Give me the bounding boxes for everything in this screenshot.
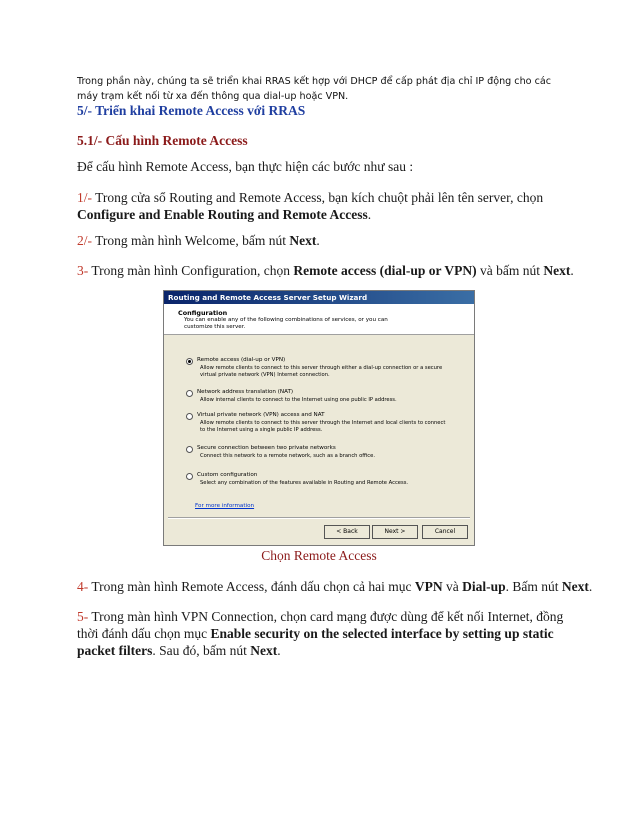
wizard-heading: Configuration — [178, 309, 228, 317]
section-heading: 5/- Triển khai Remote Access với RRAS — [77, 103, 306, 118]
step-4-number: 4- — [77, 579, 89, 594]
step-4 — [77, 578, 597, 595]
step-3-bold: Remote access (dial-up or VPN) — [293, 263, 477, 278]
intro-paragraph: Trong phần này, chúng ta sẽ triển khai RRAS kết hợp với DHCP để cấp phát địa chỉ IP động cho các máy trạm kết nối từ xa đến thông qua dial-up hoặc VPN. — [77, 76, 552, 102]
step-2-text: Trong màn hình Welcome, bấm nút — [92, 233, 290, 248]
wizard-subtitle: You can enable any of the following combinations of services, or you can customize this server. — [184, 317, 388, 330]
option-label: Secure connection between two private networks — [197, 445, 336, 451]
step-4-bold: VPN — [414, 579, 443, 594]
step-3-text: Trong màn hình Configuration, chọn — [88, 263, 294, 278]
radio-icon[interactable] — [186, 413, 193, 420]
step-1-number: 1/- — [77, 190, 92, 205]
step-2-end: . — [316, 233, 320, 248]
step-5-end: . — [277, 643, 281, 658]
figure-caption: Chọn Remote Access — [261, 548, 377, 563]
radio-icon[interactable] — [186, 390, 193, 397]
next-button[interactable]: Next > — [372, 525, 418, 539]
option-description: Allow remote clients to connect to this server through the Internet and local clients to connect to the Internet using a single public IP address. — [200, 420, 446, 433]
radio-icon[interactable] — [186, 473, 193, 480]
step-1-bold: Configure and Enable Routing and Remote Access — [77, 207, 368, 222]
wizard-header — [164, 304, 474, 335]
step-1-text: Trong cửa sổ Routing and Remote Access, bạn kích chuột phải lên tên server, chọn — [92, 190, 544, 205]
wizard-divider — [168, 517, 470, 519]
option-label: Remote access (dial-up or VPN) — [197, 357, 286, 363]
step-5-bold-2: Next — [250, 643, 278, 658]
option-description: Connect this network to a remote network, such as a branch office. — [200, 453, 375, 459]
step-4-mid-2: . Bấm nút — [505, 579, 562, 594]
step-5 — [77, 608, 577, 659]
radio-icon[interactable] — [186, 446, 193, 453]
cancel-button[interactable]: Cancel — [422, 525, 468, 539]
step-4-bold-3: Next — [561, 579, 589, 594]
step-2-number: 2/- — [77, 233, 92, 248]
step-3 — [77, 262, 597, 279]
step-5-mid: . Sau đó, bấm nút — [152, 643, 251, 658]
step-5-bold: Enable security on the selected interface by setting up static packet filters — [77, 626, 554, 658]
step-3-end: . — [570, 263, 574, 278]
wizard-title-bar: Routing and Remote Access Server Setup Wizard — [164, 291, 474, 304]
option-description: Select any combination of the features available in Routing and Remote Access. — [200, 480, 409, 486]
radio-selected-icon[interactable] — [186, 358, 193, 365]
step-3-number: 3- — [77, 263, 89, 278]
more-info-link[interactable]: For more information — [195, 503, 255, 509]
option-description: Allow internal clients to connect to the Internet using one public IP address. — [200, 397, 397, 403]
step-4-end: . — [588, 579, 593, 594]
step-5-number: 5- — [77, 609, 89, 624]
option-label: Virtual private network (VPN) access and NAT — [197, 412, 325, 418]
option-label: Network address translation (NAT) — [197, 389, 294, 395]
step-1 — [77, 189, 577, 223]
option-description: Allow remote clients to connect to this server through either a dial-up connection or a secure virtual private network (VPN) Internet connection. — [200, 365, 443, 378]
step-4-mid: và — [442, 579, 463, 594]
step-4-bold-2: Dial-up — [462, 579, 506, 594]
step-5-text: Trong màn hình VPN Connection, chọn card mạng được dùng để kết nối Internet, đồng thời đánh dấu chọn mục — [77, 609, 564, 641]
step-4-text: Trong màn hình Remote Access, đánh dấu chọn cả hai mục — [88, 579, 415, 594]
step-3-mid: và bấm nút — [476, 263, 544, 278]
step-2-bold: Next — [289, 233, 317, 248]
setup-wizard-dialog — [163, 290, 475, 546]
step-1-end: . — [367, 207, 372, 222]
instructions-intro: Để cấu hình Remote Access, bạn thực hiện các bước như sau : — [77, 159, 414, 174]
step-2 — [77, 232, 577, 249]
step-3-bold-2: Next — [543, 263, 571, 278]
option-label: Custom configuration — [197, 472, 258, 478]
back-button[interactable]: < Back — [324, 525, 370, 539]
subsection-heading: 5.1/- Cấu hình Remote Access — [77, 133, 248, 148]
